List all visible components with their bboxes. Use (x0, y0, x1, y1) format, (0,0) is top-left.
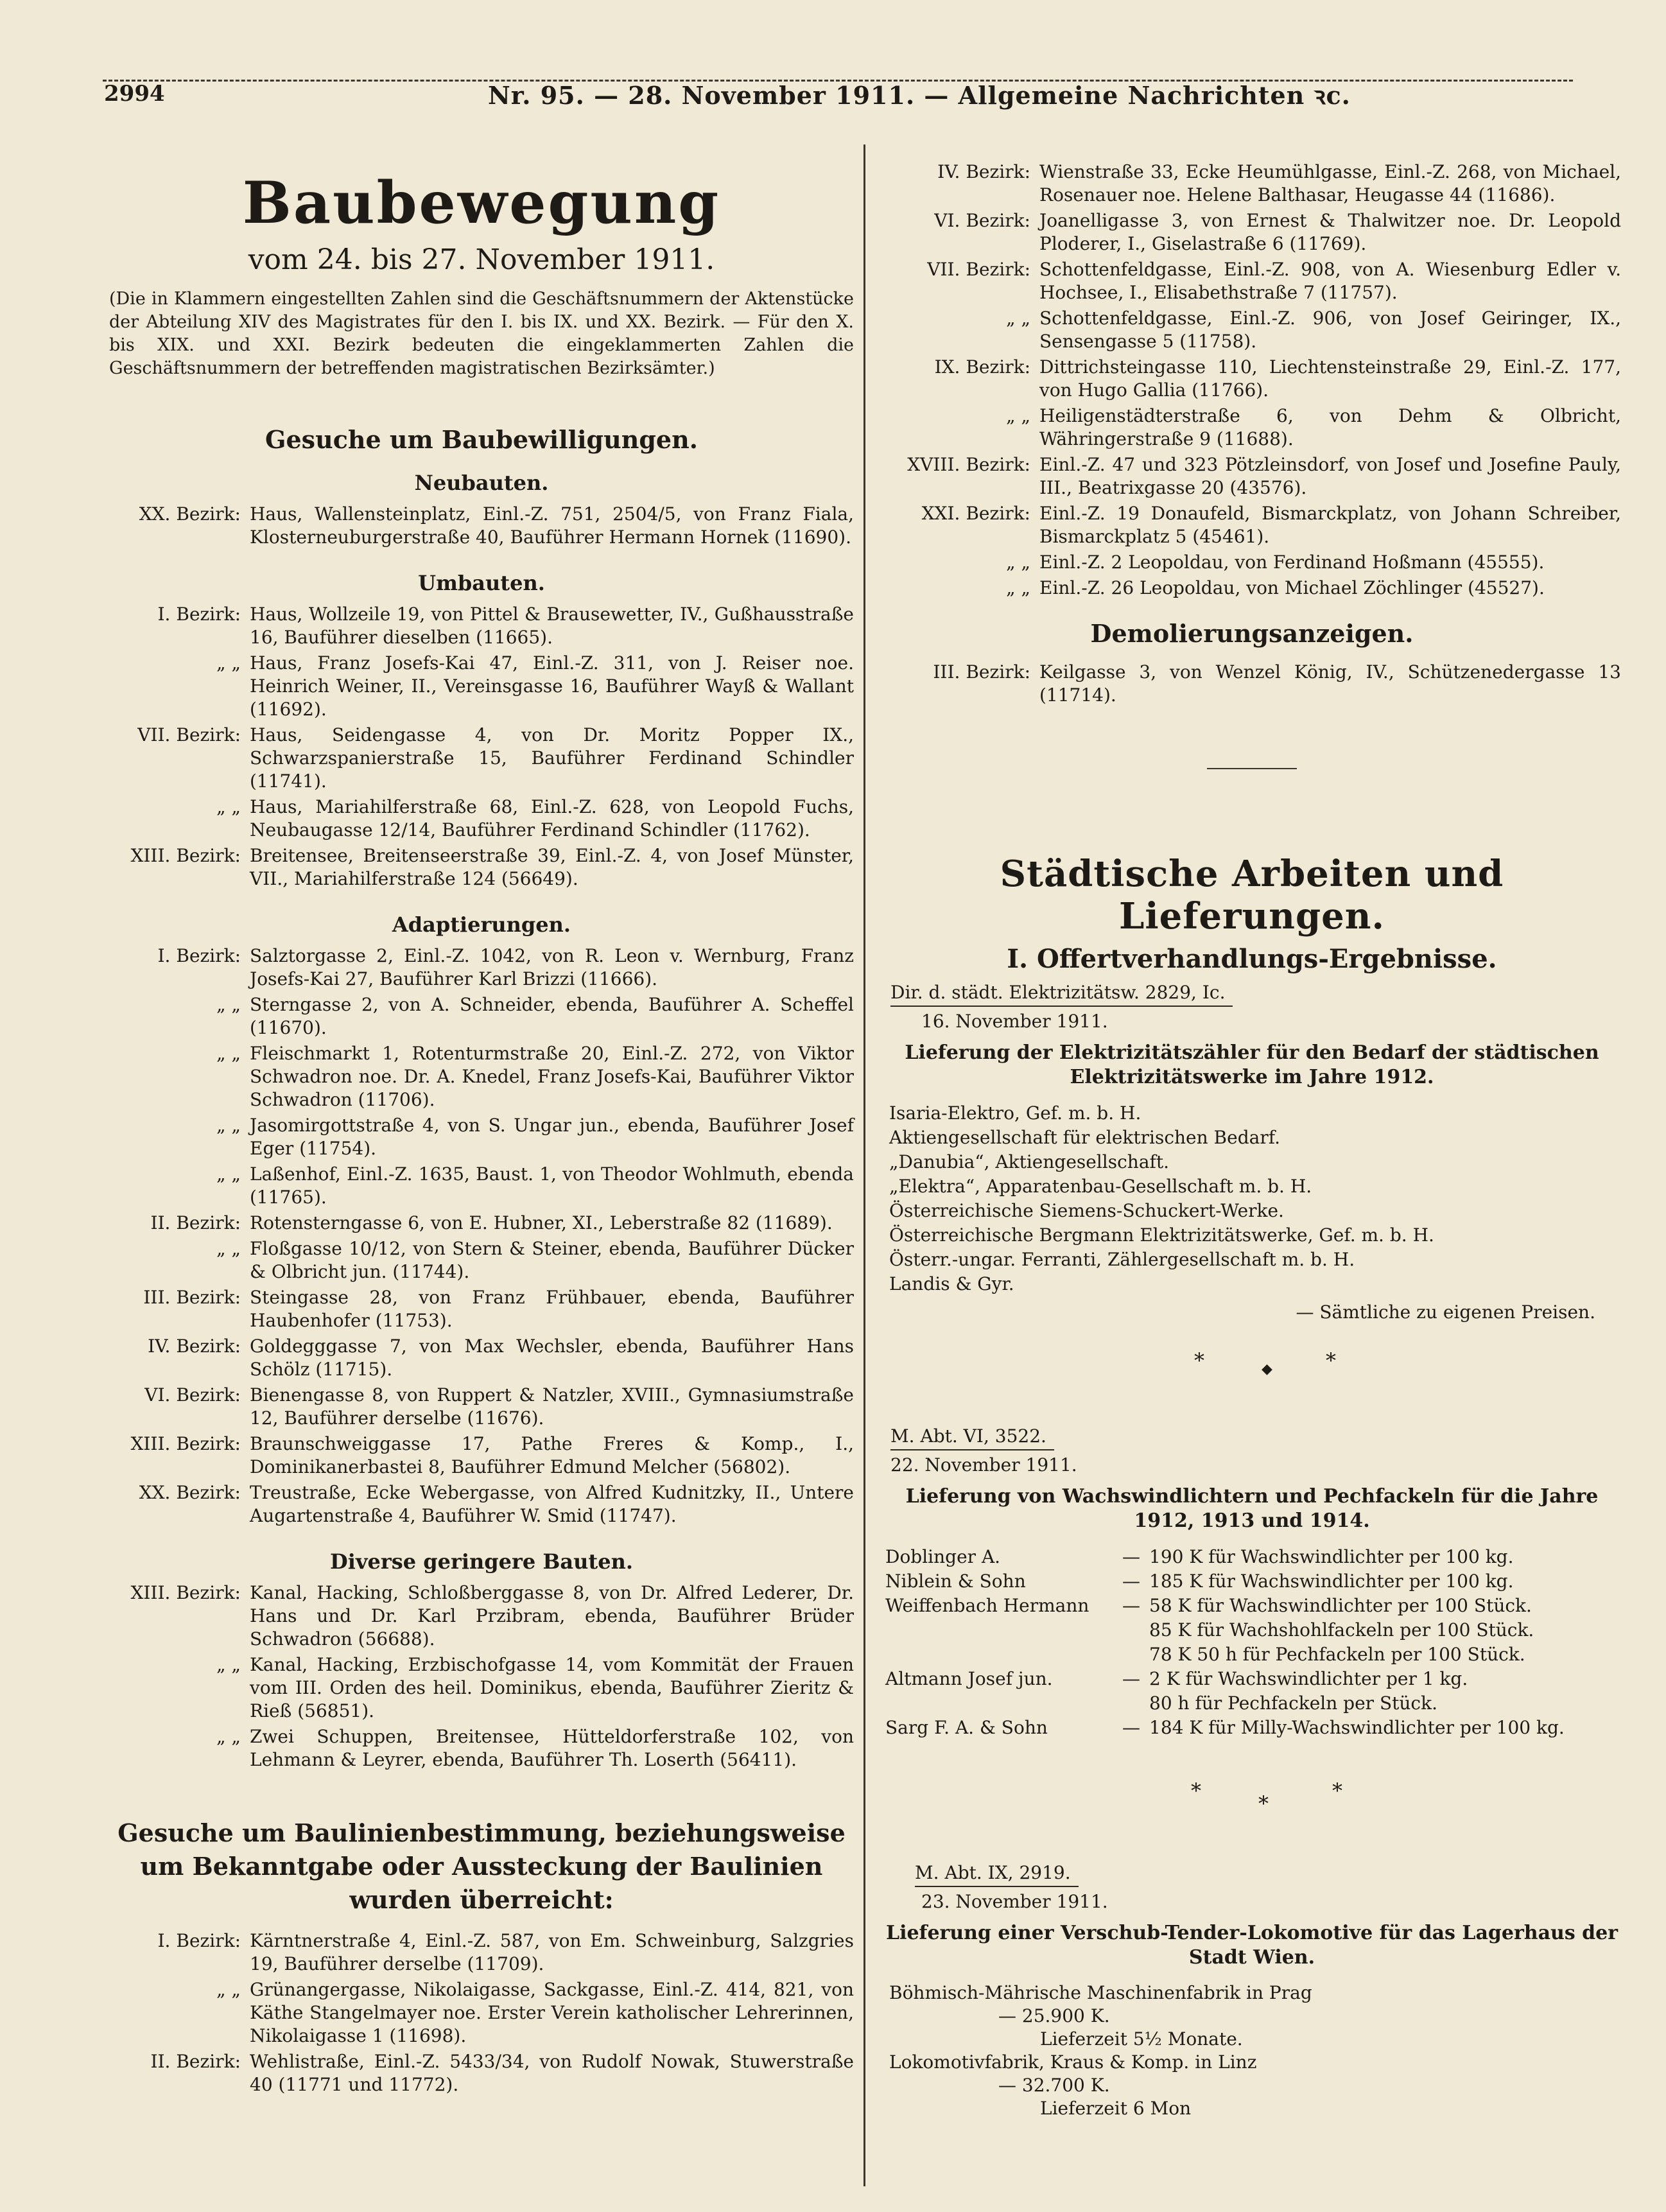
district-label: I. Bezirk: (157, 604, 241, 625)
heading-baulinien: Gesuche um Baulinienbestimmung, beziehungsweise um Bekanntgabe oder Aussteckung der Baulinien wurden überreicht: (117, 1818, 846, 1914)
bid-dash: — (1122, 1571, 1140, 1592)
entry-text: Einl.-Z. 47 und 323 Pötzleinsdorf, von Josef und Josefine Pauly, III., Beatrixgasse 20 (43576). (1039, 454, 1621, 498)
entry-text: Braunschweiggasse 17, Pathe Freres & Komp., I., Dominikanerbastei 8, Bauführer Edmund Melcher (56802). (250, 1433, 854, 1477)
header-rule (103, 76, 1573, 82)
heading-baubewilligungen: Gesuche um Baubewilligungen. (265, 425, 698, 454)
list-item (109, 2050, 854, 2096)
entry-text: Fleischmarkt 1, Rotenturmstraße 20, Einl.-Z. 272, von Viktor Schwadron noe. Dr. A. Knedel, Franz Josefs-Kai, Bauführer Viktor Schwadron (11706). (250, 1043, 854, 1110)
district-label: „ „ (216, 1979, 241, 2000)
entry-text: Grünangergasse, Nikolaigasse, Sackgasse, Einl.-Z. 414, 821, von Käthe Stangelmayer noe. Erster Verein katholischer Lehrerinnen, Nikolaigasse 1 (11698). (250, 1979, 854, 2046)
entry-text: Haus, Mariahilferstraße 68, Einl.-Z. 628, von Leopold Fuchs, Neubaugasse 12/14, Bauführer Ferdinand Schindler (11762). (250, 796, 854, 840)
asterism (883, 1323, 1621, 1400)
entry-text: Kärntnerstraße 4, Einl.-Z. 587, von Em. Schweinburg, Salzgries 19, Bauführer derselbe (11709). (250, 1930, 854, 1974)
bidder-name (883, 1691, 1116, 1716)
district-label: VII. Bezirk: (137, 724, 241, 745)
list-item (109, 603, 854, 649)
contract3-date: 23. November 1911. (921, 1891, 1108, 1912)
bid-offer: 78 K 50 h für Pechfackeln per 100 Stück. (1149, 1644, 1525, 1665)
heading-diverse: Diverse geringere Bauten. (330, 1549, 633, 1574)
list-item (883, 307, 1621, 353)
entry-text: Kanal, Hacking, Schloßberggasse 8, von Dr. Alfred Lederer, Dr. Hans und Dr. Karl Przibram, ebenda, Bauführer Brüder Schwadron (56688). (250, 1582, 854, 1650)
section-title: Baubewegung (242, 169, 721, 237)
firm-name: „Danubia“, Aktiengesellschaft. (889, 1151, 1170, 1172)
entry-text: Breitensee, Breitenseerstraße 39, Einl.-Z. 4, von Josef Münster, VII., Mariahilferstraße 124 (56649). (250, 845, 854, 889)
district-label: XIII. Bezirk: (130, 1582, 241, 1603)
bid-offer: 190 K für Wachswindlichter per 100 kg. (1149, 1546, 1514, 1567)
contract1-date: 16. November 1911. (921, 1011, 1108, 1032)
list-item (109, 1042, 854, 1111)
bidder-name: Altmann Josef jun. (885, 1668, 1053, 1689)
list-item (109, 1212, 854, 1235)
list-item (883, 577, 1621, 600)
table-row (883, 1618, 1621, 1642)
list-item (109, 1384, 854, 1430)
bid-offer: 80 h für Pechfackeln per Stück. (1149, 1693, 1437, 1714)
asterisk: * (1326, 1348, 1336, 1373)
entry-text: Dittrichsteingasse 110, Liechtensteinstraße 29, Einl.-Z. 177, von Hugo Gallia (11766). (1039, 356, 1621, 401)
bid-dash: — (1122, 1546, 1140, 1567)
heading-offertverhandlung: I. Offertverhandlungs-Ergebnisse. (1007, 944, 1497, 974)
district-label: XVIII. Bezirk: (907, 454, 1030, 475)
list-item (109, 1114, 854, 1160)
entry-text: Einl.-Z. 19 Donaufeld, Bismarckplatz, von Johann Schreiber, Bismarckplatz 5 (45461). (1039, 503, 1621, 547)
firm-name: „Elektra“, Apparatenbau-Gesellschaft m. b. H. (889, 1176, 1312, 1197)
district-label: VI. Bezirk: (144, 1384, 241, 1406)
column-rule (863, 144, 865, 2186)
list-item (883, 661, 1621, 707)
district-label: VI. Bezirk: (934, 210, 1030, 231)
district-label: XX. Bezirk: (139, 1482, 241, 1503)
district-label: VII. Bezirk: (927, 259, 1030, 280)
list-item (109, 1163, 854, 1209)
district-label: „ „ (1006, 552, 1030, 573)
heading-umbauten: Umbauten. (418, 571, 545, 595)
bid-dash (1116, 1691, 1147, 1716)
offer-block (889, 1981, 1621, 2051)
bidder-name: Sarg F. A. & Sohn (885, 1717, 1048, 1738)
running-head: Nr. 95. — 28. November 1911. — Allgemeine Nachrichten ꝛc. (488, 81, 1351, 110)
offer-delivery: Lieferzeit 5½ Monate. (1040, 2028, 1243, 2050)
section-divider (1207, 768, 1297, 769)
entry-text: Sterngasse 2, von A. Schneider, ebenda, Bauführer A. Scheffel (11670). (250, 994, 854, 1038)
bid-offer: 184 K für Milly-Wachswindlichter per 100 kg. (1149, 1717, 1565, 1738)
firm-name: Österr.-ungar. Ferranti, Zählergesellschaft m. b. H. (889, 1249, 1355, 1270)
entry-text: Einl.-Z. 26 Leopoldau, von Michael Zöchlinger (45527). (1039, 577, 1545, 598)
list-item (883, 453, 1621, 500)
firm-name: Isaria-Elektro, Gef. m. b. H. (889, 1102, 1141, 1124)
offer-delivery: Lieferzeit 6 Mon (1040, 2098, 1192, 2119)
contract3-offers (883, 1981, 1621, 2120)
district-label: „ „ (216, 796, 241, 817)
entry-text: Schottenfeldgasse, Einl.-Z. 906, von Josef Geiringer, IX., Sensengasse 5 (11758). (1039, 308, 1621, 352)
table-row (883, 1569, 1621, 1594)
offer-block (889, 2051, 1621, 2120)
list-item (109, 1581, 854, 1651)
entry-text: Salztorgasse 2, Einl.-Z. 1042, von R. Leon v. Wernburg, Franz Josefs-Kai 27, Bauführer Karl Brizzi (11666). (250, 945, 854, 989)
bid-offer: 2 K für Wachswindlichter per 1 kg. (1149, 1668, 1468, 1689)
firm-name: Landis & Gyr. (889, 1273, 1014, 1294)
offer-firm: Lokomotivfabrik, Kraus & Komp. in Linz (889, 2051, 1257, 2073)
firm-name: Aktiengesellschaft für elektrischen Bedarf. (889, 1127, 1280, 1148)
asterism (883, 1740, 1621, 1836)
diverse-list (109, 1581, 854, 1772)
entry-text: Bienengasse 8, von Ruppert & Natzler, XVIII., Gymnasiumstraße 12, Bauführer derselbe (11676). (250, 1384, 854, 1429)
list-item (109, 1725, 854, 1772)
contract2-ref: M. Abt. VI, 3522. (890, 1425, 1054, 1450)
district-label: I. Bezirk: (157, 945, 241, 966)
list-item (883, 405, 1621, 451)
table-row (883, 1594, 1621, 1618)
entry-text: Joanelligasse 3, von Ernest & Thalwitzer noe. Dr. Leopold Ploderer, I., Giselastraße 6 (11769). (1039, 210, 1621, 254)
district-label: I. Bezirk: (157, 1930, 241, 1951)
intro-note: (Die in Klammern eingestellten Zahlen sind die Geschäftsnummern der Aktenstücke der Abteilung XIV des Magistrates für den I. bis IX. und XX. Bezirk. — Für den X. bis XIX. und XXI. Bezirk bedeuten die eingeklammerten Zahlen die Geschäftsnummern der betreffenden magistratischen Bezirksämter.) (109, 289, 854, 378)
offer-price: — 32.700 K. (998, 2075, 1110, 2096)
entry-text: Zwei Schuppen, Breitensee, Hütteldorferstraße 102, von Lehmann & Leyrer, ebenda, Bauführer Th. Loserth (56411). (250, 1726, 854, 1770)
district-label: „ „ (216, 1115, 241, 1136)
baulinien-list (109, 1929, 854, 2096)
entry-text: Steingasse 28, von Franz Frühbauer, ebenda, Bauführer Haubenhofer (11753). (250, 1287, 854, 1331)
offer-firm: Böhmisch-Mährische Maschinenfabrik in Prag (889, 1982, 1312, 2003)
district-label: II. Bezirk: (150, 1212, 241, 1233)
district-label: IX. Bezirk: (934, 356, 1030, 378)
list-item (109, 844, 854, 891)
bidder-name: Doblinger A. (885, 1546, 1001, 1567)
district-label: „ „ (216, 994, 241, 1015)
contract1-ref: Dir. d. städt. Elektrizitätsw. 2829, Ic. (890, 982, 1233, 1007)
entry-text: Laßenhof, Einl.-Z. 1635, Baust. 1, von Theodor Wohlmuth, ebenda (11765). (250, 1163, 854, 1208)
bid-offer: 85 K für Wachshohlfackeln per 100 Stück. (1149, 1619, 1534, 1641)
entry-text: Treustraße, Ecke Webergasse, von Alfred Kudnitzky, II., Untere Augartenstraße 4, Bauführer W. Smid (11747). (250, 1482, 854, 1526)
list-item (109, 503, 854, 549)
table-row (883, 1642, 1621, 1667)
page-number: 2994 (104, 81, 165, 107)
list-item (883, 551, 1621, 574)
asterisk: * (1191, 1779, 1201, 1803)
bid-dash: — (1122, 1717, 1140, 1738)
list-item (109, 1653, 854, 1723)
bid-dash (1116, 1618, 1147, 1642)
asterisk: * (1332, 1779, 1342, 1803)
contract3-title: Lieferung einer Verschub-Tender-Lokomotive für das Lagerhaus der Stadt Wien. (885, 1922, 1618, 1969)
district-label: „ „ (216, 652, 241, 674)
firm-name: Österreichische Siemens-Schuckert-Werke. (889, 1200, 1284, 1221)
table-row (883, 1667, 1621, 1691)
contract2-date: 22. November 1911. (890, 1454, 1077, 1476)
entry-text: Goldegggasse 7, von Max Wechsler, ebenda, Bauführer Hans Schölz (11715). (250, 1336, 854, 1380)
heading-demolierung: Demolierungsanzeigen. (1090, 619, 1414, 648)
adaptierungen-list (109, 945, 854, 1528)
list-item (109, 1433, 854, 1479)
list-item (883, 209, 1621, 256)
district-label: IV. Bezirk: (937, 161, 1030, 182)
firm-name: Österreichische Bergmann Elektrizitätswerke, Gef. m. b. H. (889, 1224, 1434, 1246)
district-label: „ „ (1006, 405, 1030, 426)
district-label: XIII. Bezirk: (130, 845, 241, 866)
list-item (109, 1978, 854, 2048)
district-label: „ „ (216, 1043, 241, 1064)
list-item (109, 724, 854, 793)
heading-neubauten: Neubauten. (414, 471, 549, 495)
entry-text: Jasomirgottstraße 4, von S. Ungar jun., ebenda, Bauführer Josef Eger (11754). (250, 1115, 854, 1159)
district-label: XX. Bezirk: (139, 503, 241, 525)
bid-offer: 58 K für Wachswindlichter per 100 Stück. (1149, 1595, 1532, 1616)
district-label: XXI. Bezirk: (921, 503, 1030, 524)
heading-adaptierungen: Adaptierungen. (392, 912, 571, 937)
district-label: XIII. Bezirk: (130, 1433, 241, 1454)
asterisk: * (1194, 1348, 1204, 1373)
list-item (109, 1286, 854, 1332)
district-label: „ „ (216, 1726, 241, 1747)
bidder-name: Weiffenbach Hermann (885, 1595, 1089, 1616)
table-row (883, 1691, 1621, 1716)
demolierung-list (883, 661, 1621, 707)
list-item (109, 1335, 854, 1381)
district-label: III. Bezirk: (933, 661, 1030, 683)
district-label: II. Bezirk: (150, 2051, 241, 2072)
table-row (883, 1716, 1621, 1740)
bid-offer: 185 K für Wachswindlichter per 100 kg. (1149, 1571, 1514, 1592)
contract1-firms (883, 1101, 1621, 1296)
contract3-ref: M. Abt. IX, 2919. (915, 1862, 1079, 1887)
entry-text: Schottenfeldgasse, Einl.-Z. 908, von A. Wiesenburg Edler v. Hochsee, I., Elisabethstraße 7 (11757). (1039, 259, 1621, 303)
list-item (109, 1481, 854, 1528)
district-label: „ „ (216, 1163, 241, 1185)
entry-text: Heiligenstädterstraße 6, von Dehm & Olbricht, Währingerstraße 9 (11688). (1039, 405, 1621, 449)
bid-dash (1116, 1642, 1147, 1667)
entry-text: Rotensterngasse 6, von E. Hubner, XI., Leberstraße 82 (11689). (250, 1212, 833, 1233)
list-item (109, 796, 854, 842)
entry-text: Haus, Seidengasse 4, von Dr. Moritz Popper IX., Schwarzspanierstraße 15, Bauführer Ferdinand Schindler (11741). (250, 724, 854, 792)
district-label: „ „ (1006, 308, 1030, 329)
list-item (883, 258, 1621, 304)
asterisk: * (1258, 1791, 1269, 1816)
table-row (883, 1545, 1621, 1569)
entry-text: Kanal, Hacking, Erzbischofgasse 14, vom Kommität der Frauen vom III. Orden des heil. Dominikus, ebenda, Bauführer Zieritz & Rieß (56851). (250, 1654, 854, 1721)
left-column (109, 153, 854, 2099)
bidder-name: Niblein & Sohn (885, 1571, 1026, 1592)
asterisk: ◆ (1262, 1361, 1272, 1377)
bid-dash: — (1122, 1668, 1140, 1689)
offer-price: — 25.900 K. (998, 2005, 1110, 2026)
heading-staedtische-arbeiten: Städtische Arbeiten und Lieferungen. (1000, 853, 1504, 937)
entry-text: Wienstraße 33, Ecke Heumühlgasse, Einl.-Z. 268, von Michael, Rosenauer noe. Helene Balthasar, Heugasse 44 (11686). (1039, 161, 1621, 205)
right-column (883, 161, 1621, 2120)
district-label: IV. Bezirk: (148, 1336, 241, 1357)
section-subtitle: vom 24. bis 27. November 1911. (248, 243, 715, 276)
entry-text: Haus, Franz Josefs-Kai 47, Einl.-Z. 311, von J. Reiser noe. Heinrich Weiner, II., Vereinsgasse 16, Bauführer Wayß & Wallant (11692). (250, 652, 854, 720)
bidder-name (883, 1618, 1116, 1642)
contract2-bids (883, 1545, 1621, 1740)
district-label: „ „ (216, 1654, 241, 1675)
list-item (883, 502, 1621, 548)
entry-text: Wehlistraße, Einl.-Z. 5433/34, von Rudolf Nowak, Stuwerstraße 40 (11771 und 11772). (250, 2051, 854, 2095)
entry-text: Einl.-Z. 2 Leopoldau, von Ferdinand Hoßmann (45555). (1039, 552, 1545, 573)
entry-text: Haus, Wallensteinplatz, Einl.-Z. 751, 2504/5, von Franz Fiala, Klosterneuburgerstraße 40, Bauführer Hermann Hornek (11690). (250, 503, 854, 548)
list-item (883, 356, 1621, 402)
list-item (109, 1929, 854, 1976)
bidder-name (883, 1642, 1116, 1667)
contract2-title: Lieferung von Wachswindlichtern und Pechfackeln für die Jahre 1912, 1913 und 1914. (905, 1485, 1599, 1532)
list-item (109, 1237, 854, 1284)
entry-text: Keilgasse 3, von Wenzel König, IV., Schützenedergasse 13 (11714). (1039, 661, 1621, 706)
list-item (109, 945, 854, 991)
entry-text: Floßgasse 10/12, von Stern & Steiner, ebenda, Bauführer Dücker & Olbricht jun. (11744). (250, 1238, 854, 1282)
entry-text: Haus, Wollzeile 19, von Pittel & Brausewetter, IV., Gußhausstraße 16, Bauführer dieselben (11665). (250, 604, 854, 648)
list-item (109, 652, 854, 721)
district-label: III. Bezirk: (143, 1287, 241, 1308)
list-item (883, 161, 1621, 207)
bid-dash: — (1122, 1595, 1140, 1616)
district-label: „ „ (216, 1238, 241, 1259)
neubauten-list (109, 503, 854, 549)
continued-list (883, 161, 1621, 600)
list-item (109, 993, 854, 1040)
contract1-closing: — Sämtliche zu eigenen Preisen. (1296, 1302, 1595, 1323)
umbauten-list (109, 603, 854, 891)
district-label: „ „ (1006, 577, 1030, 598)
contract1-title: Lieferung der Elektrizitätszähler für den Bedarf der städtischen Elektrizitätswerke im Jahre 1912. (905, 1041, 1599, 1088)
